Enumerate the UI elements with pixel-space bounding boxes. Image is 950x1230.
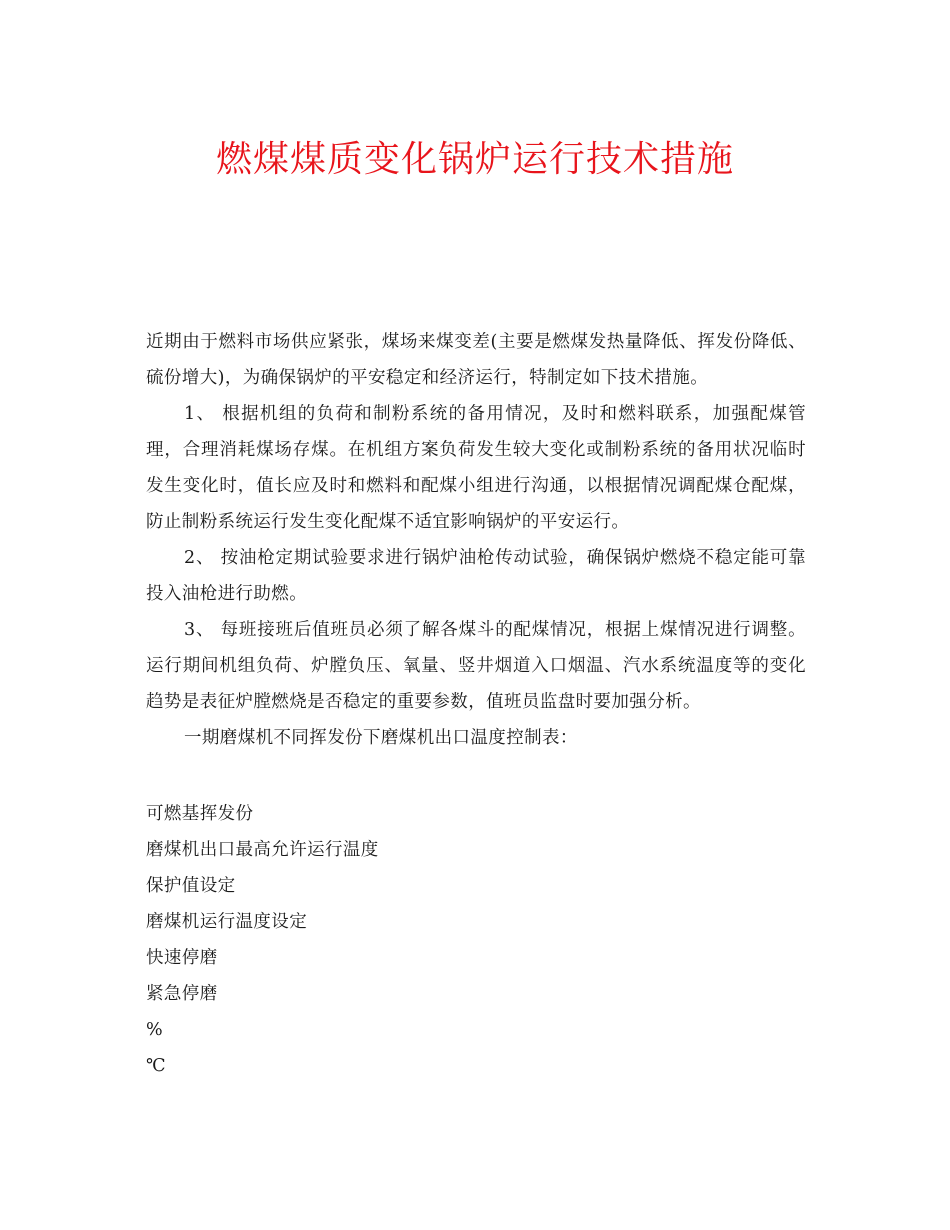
table-unit-percent: % <box>146 1020 164 1040</box>
measure-paragraph-1: 1、 根据机组的负荷和制粉系统的备用情况，及时和燃料联系，加强配煤管理，合理消耗煤场存煤。在机组方案负荷发生较大变化或制粉系统的备用状况临时发生变化时，值长应及时和燃料和配煤小组进行沟通，以根据情况调配煤仓配煤，防止制粉系统运行发生变化配煤不适宜影响锅炉的平安运行。 <box>146 404 806 532</box>
document-title: 燃煤煤质变化锅炉运行技术措施 <box>215 139 734 180</box>
table-header-volatile: 可燃基挥发份 <box>146 804 254 824</box>
table-header-run-temp-setting: 磨煤机运行温度设定 <box>146 912 308 932</box>
table-header-protection-setting: 保护值设定 <box>146 876 236 896</box>
measure-paragraph-2: 2、 按油枪定期试验要求进行锅炉油枪传动试验，确保锅炉燃烧不稳定能可靠投入油枪进行助燃。 <box>146 548 806 604</box>
measure-paragraph-3: 3、 每班接班后值班员必须了解各煤斗的配煤情况，根据上煤情况进行调整。运行期间机组负荷、炉膛负压、氧量、竖井烟道入口烟温、汽水系统温度等的变化趋势是表征炉膛燃烧是否稳定的重要参数，值班员监盘时要加强分析。 <box>146 620 806 712</box>
table-unit-celsius: ℃ <box>146 1056 166 1076</box>
temperature-control-table <box>146 796 806 1084</box>
intro-paragraph: 近期由于燃料市场供应紧张，煤场来煤变差(主要是燃煤发热量降低、挥发份降低、硫份增大)，为确保锅炉的平安稳定和经济运行，特制定如下技术措施。 <box>146 332 806 388</box>
table-header-fast-stop: 快速停磨 <box>146 948 218 968</box>
table-caption: 一期磨煤机不同挥发份下磨煤机出口温度控制表： <box>184 728 578 748</box>
table-header-max-outlet-temp: 磨煤机出口最高允许运行温度 <box>146 840 379 860</box>
table-header-emergency-stop: 紧急停磨 <box>146 984 218 1004</box>
document-body <box>146 324 806 756</box>
